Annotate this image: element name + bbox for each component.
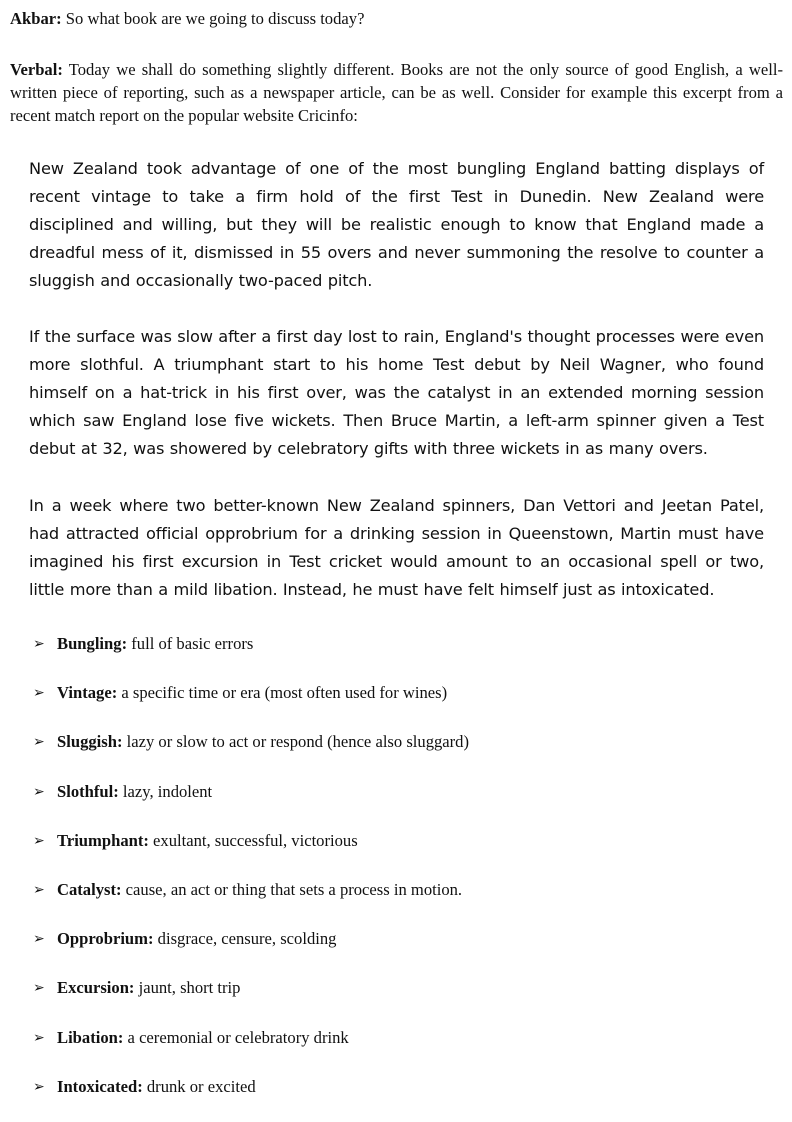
glossary-term: Catalyst:	[57, 879, 122, 899]
glossary-item	[0, 778, 792, 827]
glossary-item	[0, 876, 792, 925]
glossary-definition: exultant, successful, victorious	[148, 830, 358, 850]
glossary-definition: disgrace, censure, scolding	[153, 929, 337, 949]
glossary-definition: a specific time or era (most often used for wines)	[117, 683, 448, 703]
dialogue-text: So what book are we going to discuss today?	[61, 9, 365, 28]
glossary-definition: jaunt, short trip	[134, 978, 241, 998]
glossary-term: Slothful:	[57, 781, 119, 801]
excerpt-text: If the surface was slow after a first day lost to rain, England's thought processes were even more slothful. A triumphant start to his home Test debut by Neil Wagner, who found himself on a hat-trick in his first over, was the catalyst in an extended morning session which saw England lose five wickets. Then Bruce Martin, a left-arm spinner given a Test debut at 32, was showered by celebratory gifts with three wickets in as many overs.	[29, 327, 764, 458]
arrowhead-bullet-icon: ➢	[33, 1078, 45, 1095]
glossary-item	[0, 630, 792, 679]
glossary-term: Excursion:	[57, 978, 135, 998]
glossary-definition: lazy, indolent	[118, 781, 213, 801]
arrowhead-bullet-icon: ➢	[33, 980, 45, 997]
excerpt-paragraph-1	[29, 155, 764, 295]
speaker-name: Akbar:	[10, 9, 62, 28]
glossary-item	[0, 728, 792, 777]
glossary-item	[0, 679, 792, 728]
glossary-definition: cause, an act or thing that sets a process in motion.	[121, 879, 463, 899]
glossary-term: Sluggish:	[57, 732, 123, 752]
dialogue-text: Today we shall do something slightly different. Books are not the only source of good English, a well-written piece of reporting, such as a newspaper article, can be as well. Consider for example this excerpt from a recent match report on the popular website Cricinfo:	[10, 60, 783, 125]
excerpt-text: In a week where two better-known New Zealand spinners, Dan Vettori and Jeetan Patel, had attracted official opprobrium for a drinking session in Queenstown, Martin must have imagined his first excursion in Test cricket would amount to an occasional spell or two, little more than a mild libation. Instead, he must have felt himself just as intoxicated.	[29, 496, 764, 599]
arrowhead-bullet-icon: ➢	[33, 783, 45, 800]
glossary-item	[0, 974, 792, 1023]
arrowhead-bullet-icon: ➢	[33, 881, 45, 898]
glossary-term: Intoxicated:	[57, 1076, 143, 1096]
glossary-definition: lazy or slow to act or respond (hence also sluggard)	[122, 732, 470, 752]
glossary-definition: full of basic errors	[127, 634, 254, 653]
excerpt-paragraph-2	[29, 323, 764, 463]
glossary-item	[0, 925, 792, 974]
glossary-list	[0, 630, 792, 1122]
glossary-term: Libation:	[57, 1027, 124, 1047]
excerpt-paragraph-3	[29, 492, 764, 604]
arrowhead-bullet-icon: ➢	[33, 832, 45, 849]
arrowhead-bullet-icon: ➢	[33, 931, 45, 948]
arrowhead-bullet-icon: ➢	[33, 734, 45, 751]
glossary-item	[0, 1024, 792, 1073]
speaker-name: Verbal:	[10, 60, 63, 79]
dialogue-line-akbar	[10, 7, 783, 30]
dialogue-line-verbal	[10, 58, 783, 127]
arrowhead-bullet-icon: ➢	[33, 636, 45, 652]
glossary-term: Vintage:	[57, 683, 118, 703]
glossary-definition: a ceremonial or celebratory drink	[123, 1027, 349, 1047]
glossary-term: Triumphant:	[57, 830, 149, 850]
glossary-definition: drunk or excited	[142, 1076, 256, 1096]
glossary-term: Bungling:	[57, 634, 128, 653]
arrowhead-bullet-icon: ➢	[33, 1029, 45, 1046]
arrowhead-bullet-icon: ➢	[33, 685, 45, 702]
glossary-item	[0, 827, 792, 876]
glossary-item	[0, 1073, 792, 1122]
excerpt-text: New Zealand took advantage of one of the most bungling England batting displays of recent vintage to take a firm hold of the first Test in Dunedin. New Zealand were disciplined and willing, but they will be realistic enough to know that England made a dreadful mess of it, dismissed in 55 overs and never summoning the resolve to counter a sluggish and occasionally two-paced pitch.	[29, 159, 764, 290]
glossary-term: Opprobrium:	[57, 929, 154, 949]
